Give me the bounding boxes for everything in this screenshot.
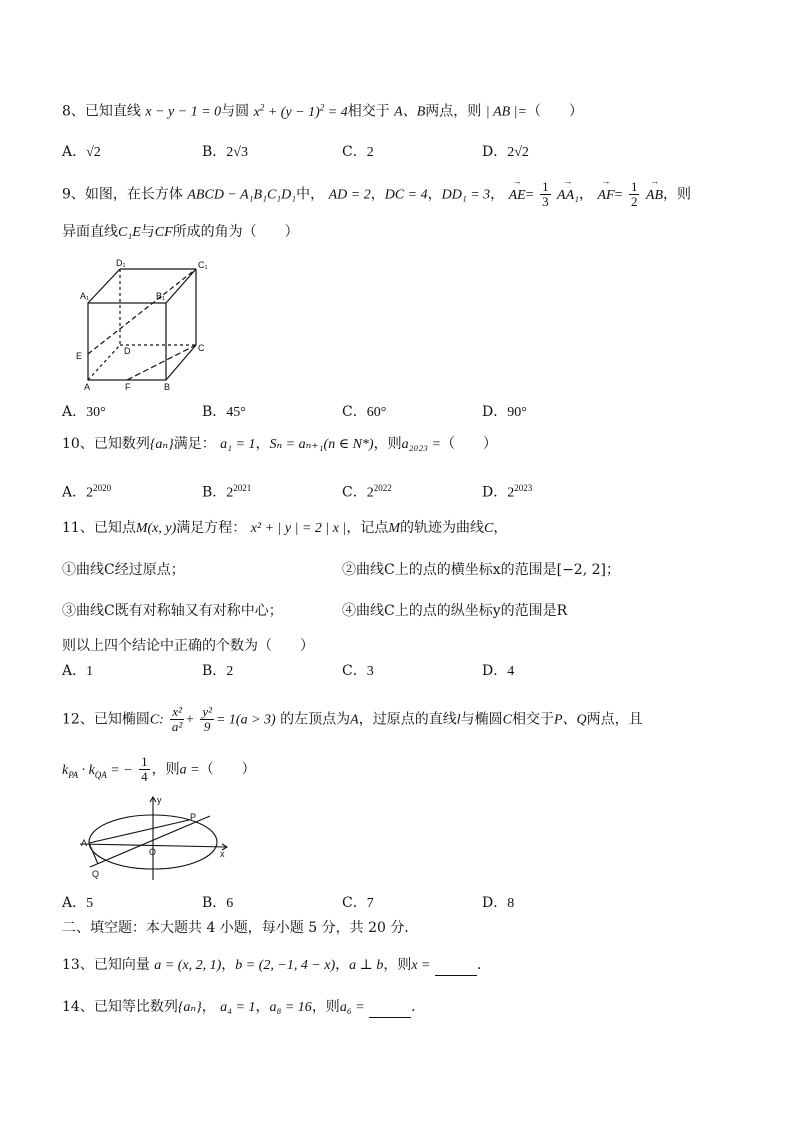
q10-option-d[interactable]: D．$2^{2023}$ xyxy=(482,483,533,501)
label-a: A xyxy=(84,382,91,392)
q12-stem-line2: $k_{PA} \cdot k_{QA}$ = − $\frac{1}{4}$ ，则a =（ ） xyxy=(62,754,256,784)
label-a: A xyxy=(81,838,88,848)
q8-option-a[interactable]: A．√2 xyxy=(62,144,101,160)
q11-option-c[interactable]: C．3 xyxy=(342,663,374,679)
q12-stem: 12、已知椭圆C: $\frac{\text{x²}}{\text{a²}}$ + $\frac{\text{y²}}{9}$ = 1(a > 3) 的左顶点为A，过原点的直线l与椭圆C相交于P、Q两点，且 xyxy=(62,704,643,734)
q8-option-c[interactable]: C．2 xyxy=(342,144,374,160)
q14-stem: 14、已知等比数列{aₙ}， a₄ = 1，a₈ = 16，则a₆ = ． xyxy=(62,997,425,1018)
label-d1: D₁ xyxy=(116,258,126,268)
q9-option-d[interactable]: D．90° xyxy=(482,404,527,420)
q11-option-d[interactable]: D．4 xyxy=(482,663,515,679)
q8-number: 8、 xyxy=(62,103,85,120)
q13-stem: 13、已知向量 a = (x, 2, 1)，b = (2, −1, 4 − x)，a ⊥ b，则x = ． xyxy=(62,955,491,976)
q9-option-c[interactable]: C．60° xyxy=(342,404,387,420)
q10-stem: 10、已知数列{aₙ}满足： a₁ = 1，Sₙ = aₙ₊₁(n ∈ N*)，则a₂₀₂₃ =（ ） xyxy=(62,436,497,452)
q10-number: 10、 xyxy=(62,436,94,452)
q11-statement-3: ③曲线C既有对称轴又有对称中心； xyxy=(62,603,283,619)
q8-option-d[interactable]: D．2√2 xyxy=(482,144,529,160)
q10-option-b[interactable]: B．$2^{2021}$ xyxy=(202,483,252,501)
section-heading-fill-in: 二、填空题：本大题共 4 小题，每小题 5 分，共 20 分． xyxy=(62,920,419,936)
q9-stem: 9、如图，在长方体 ABCD − A₁B₁C₁D₁中， AD = 2，DC = 4，DD₁ = 3， → AE= $\frac{1}{3}$ → AA₁， → AF= $\frac{1}{2}$ → AB，则 xyxy=(62,175,692,209)
q9-vector-af: → AF xyxy=(597,175,615,203)
q8-line-equation: x − y − 1 = 0 xyxy=(145,104,222,120)
q13-number: 13、 xyxy=(62,957,94,973)
label-c1: C₁ xyxy=(198,260,208,270)
q9-number: 9、 xyxy=(62,186,85,203)
q11-option-a[interactable]: A．1 xyxy=(62,663,94,679)
q11-statement-1: ①曲线C经过原点； xyxy=(62,562,185,578)
label-a1: A₁ xyxy=(80,291,90,301)
q11-question: 则以上四个结论中正确的个数为（ ） xyxy=(62,638,314,654)
q14-answer-blank[interactable] xyxy=(369,1003,411,1018)
q9-option-b[interactable]: B．45° xyxy=(202,404,246,420)
q11-number: 11、 xyxy=(62,520,94,536)
label-b1: B₁ xyxy=(156,291,166,301)
q12-ellipse-figure xyxy=(78,792,238,884)
label-o: O xyxy=(149,847,157,857)
label-q: Q xyxy=(92,869,100,879)
label-e: E xyxy=(76,351,83,361)
label-d: D xyxy=(124,346,131,356)
label-c: C xyxy=(198,343,205,353)
label-f: F xyxy=(125,382,131,392)
q9-option-a[interactable]: A．30° xyxy=(62,404,106,420)
q14-number: 14、 xyxy=(62,999,94,1015)
q11-statement-2: ②曲线C上的点的横坐标x的范围是[−2, 2]； xyxy=(342,562,620,578)
q13-answer-blank[interactable] xyxy=(435,961,477,976)
q8-stem: 8、已知直线 x − y − 1 = 0与圆 $x^2 + (y - 1)^2 = 4$相交于 A、B两点，则 | AB |=（ ） xyxy=(62,102,583,120)
q11-statement-4: ④曲线C上的点的纵坐标y的范围是R xyxy=(342,603,568,619)
q10-option-c[interactable]: C．$2^{2022}$ xyxy=(342,483,392,501)
q11-option-b[interactable]: B．2 xyxy=(202,663,234,679)
q12-option-c[interactable]: C．7 xyxy=(342,895,374,911)
q8-circle-equation: $x^2 + (y - 1)^2 = 4$ xyxy=(253,102,348,120)
label-p: P xyxy=(190,812,197,822)
q12-option-a[interactable]: A．5 xyxy=(62,895,94,911)
label-b: B xyxy=(164,382,171,392)
q11-stem: 11、已知点M(x, y)满足方程： x² + | y | = 2 | x |，记点M的轨迹为曲线C， xyxy=(62,520,508,536)
q9-cuboid-figure xyxy=(70,255,220,395)
q12-number: 12、 xyxy=(62,711,94,728)
q9-stem-line2: 异面直线C₁E与CF所成的角为（ ） xyxy=(62,224,299,240)
label-y: y xyxy=(157,795,162,805)
q10-option-a[interactable]: A．$2^{2020}$ xyxy=(62,483,112,501)
q12-option-b[interactable]: B．6 xyxy=(202,895,234,911)
q12-option-d[interactable]: D．8 xyxy=(482,895,515,911)
q8-option-b[interactable]: B．2√3 xyxy=(202,144,248,160)
q9-vector-ae: → AE xyxy=(508,175,526,203)
label-x: x xyxy=(220,849,225,859)
